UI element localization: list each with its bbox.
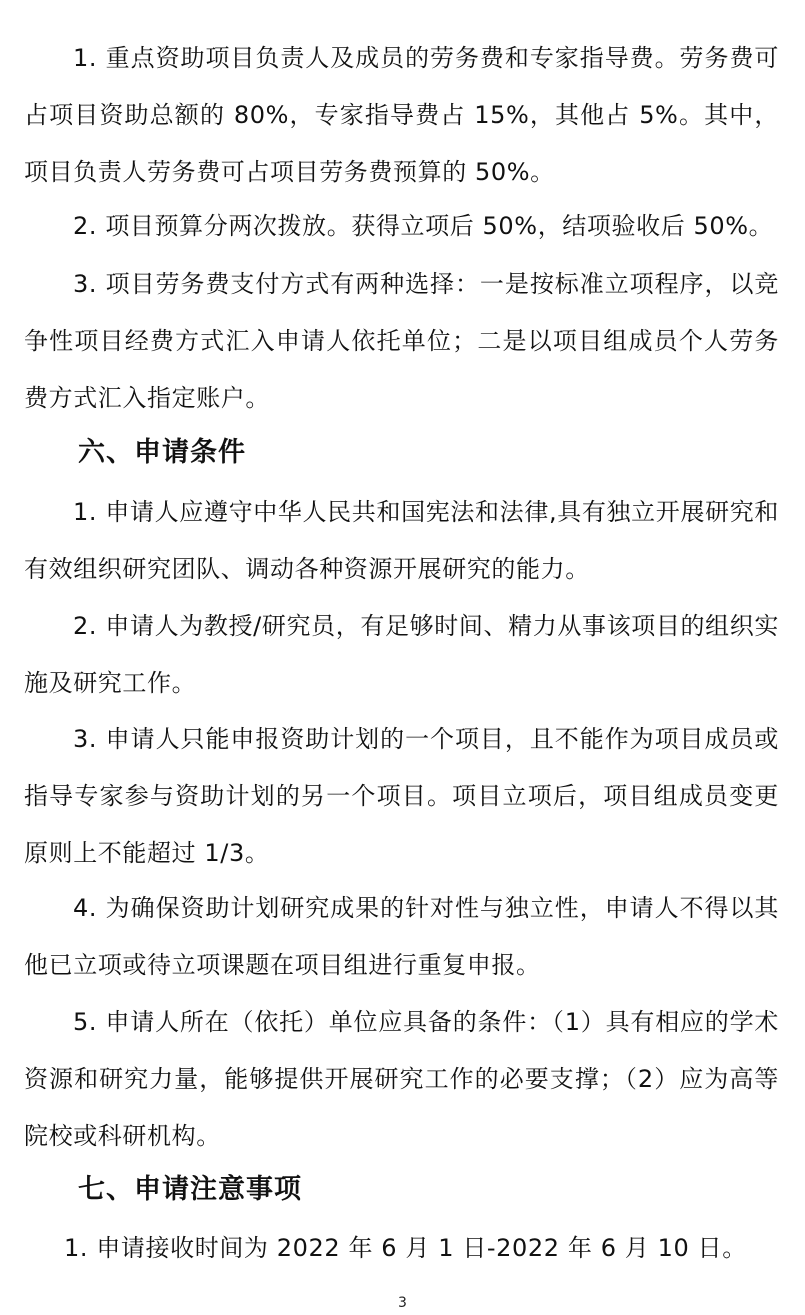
section-heading-application-conditions: 六、申请条件 xyxy=(78,437,246,468)
condition-paragraph-2: 2. 申请人为教授/研究员，有足够时间、精力从事该项目的组织实施及研究工作。 xyxy=(24,612,779,697)
condition-paragraph-4: 4. 为确保资助计划研究成果的针对性与独立性，申请人不得以其他已立项或待立项课题在项目组进行重复申报。 xyxy=(24,894,779,979)
page-number: 3 xyxy=(398,1295,407,1311)
section-heading-application-notes: 七、申请注意事项 xyxy=(78,1174,302,1205)
notes-paragraph-1: 1. 申请接收时间为 2022 年 6 月 1 日-2022 年 6 月 10 日。 xyxy=(64,1234,747,1262)
budget-paragraph-2: 2. 项目预算分两次拨放。获得立项后 50%，结项验收后 50%。 xyxy=(73,212,774,240)
budget-paragraph-1: 1. 重点资助项目负责人及成员的劳务费和专家指导费。劳务费可占项目资助总额的 80%，专家指导费占 15%，其他占 5%。其中，项目负责人劳务费可占项目劳务费预算的 50%。 xyxy=(24,44,779,186)
condition-paragraph-1: 1. 申请人应遵守中华人民共和国宪法和法律,具有独立开展研究和有效组织研究团队、调动各种资源开展研究的能力。 xyxy=(24,498,779,583)
condition-paragraph-3: 3. 申请人只能申报资助计划的一个项目，且不能作为项目成员或指导专家参与资助计划的另一个项目。项目立项后，项目组成员变更原则上不能超过 1/3。 xyxy=(24,725,779,867)
condition-paragraph-5: 5. 申请人所在（依托）单位应具备的条件：（1）具有相应的学术资源和研究力量，能够提供开展研究工作的必要支撑；（2）应为高等院校或科研机构。 xyxy=(24,1008,779,1150)
budget-paragraph-3: 3. 项目劳务费支付方式有两种选择：一是按标准立项程序，以竞争性项目经费方式汇入申请人依托单位；二是以项目组成员个人劳务费方式汇入指定账户。 xyxy=(24,270,779,412)
